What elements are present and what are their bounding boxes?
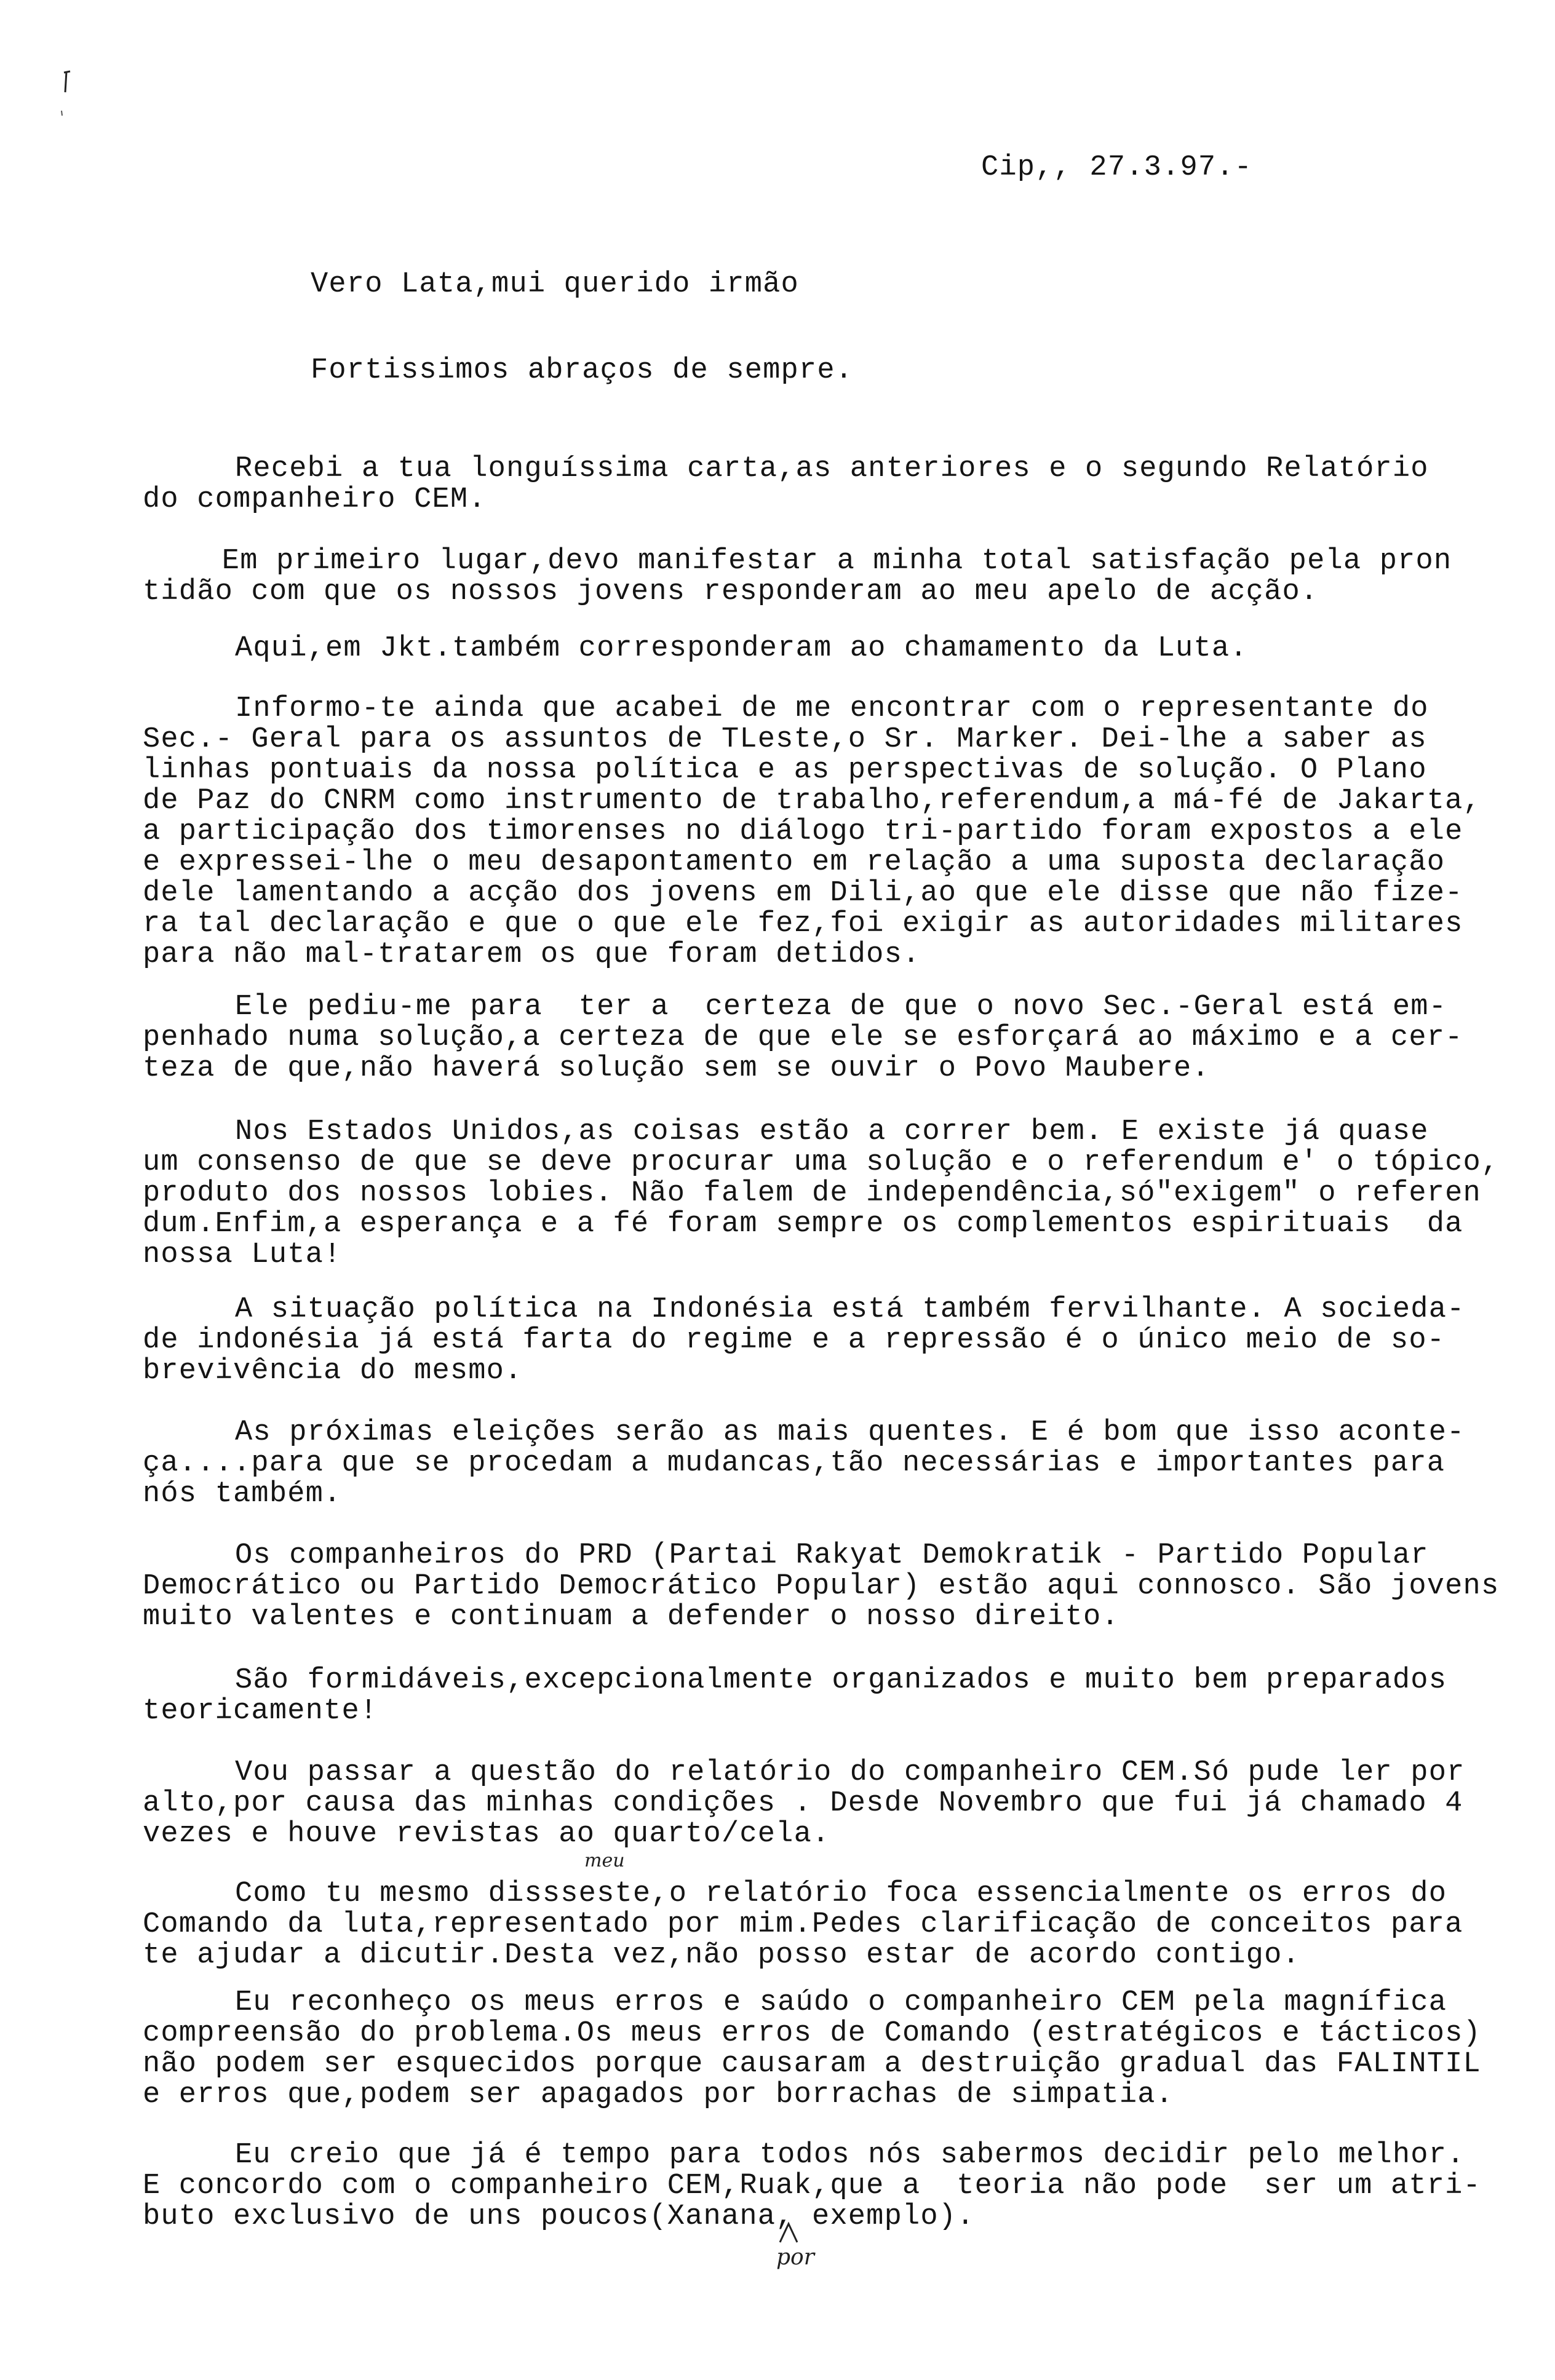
paragraph-secretary-general [143, 992, 1463, 1084]
text-line: Vou passar a questão do relatório do companheiro CEM.Só pude ler por [235, 1756, 1465, 1789]
paragraph-formidable [143, 1665, 1447, 1727]
caret-mark [776, 2220, 801, 2245]
text-line: Aqui,em Jkt.também corresponderam ao chamamento da Luta. [235, 632, 1248, 665]
text-line: tidão com que os nossos jovens responderam ao meu apelo de acção. [143, 576, 1319, 608]
text-line: para não mal-tratarem os que foram detidos. [143, 938, 921, 971]
text-line: Em primeiro lugar,devo manifestar a minha total satisfação pela pron [186, 545, 1452, 577]
text-line: Sec.- Geral para os assuntos de TLeste,o Sr. Marker. Dei-lhe a saber as [143, 723, 1427, 756]
paragraph-decide [143, 2140, 1481, 2232]
text-line: Os companheiros do PRD (Partai Rakyat Demokratik - Partido Popular [235, 1539, 1429, 1572]
paragraph-prd [143, 1541, 1499, 1633]
text-line: E concordo com o companheiro CEM,Ruak,que a teoria não pode ser um atri- [143, 2170, 1481, 2202]
text-line: compreensão do problema.Os meus erros de Comando (estratégicos e tácticos) [143, 2017, 1481, 2050]
text-line: dele lamentando a acção dos jovens em Dili,ao que ele disse que não fize- [143, 877, 1463, 910]
text-line: Nos Estados Unidos,as coisas estão a correr bem. E existe já quase [235, 1116, 1429, 1148]
text-line: Ele pediu-me para ter a certeza de que o novo Sec.-Geral está em- [235, 991, 1447, 1023]
text-line: de indonésia já está farta do regime e a repressão é o único meio de so- [143, 1324, 1446, 1357]
paragraph-received [143, 454, 1429, 515]
text-line: teoricamente! [143, 1695, 378, 1727]
text-line: penhado numa solução,a certeza de que ele se esforçará ao máximo e a cer- [143, 1021, 1463, 1054]
text-line: A situação política na Indonésia está também fervilhante. A socieda- [235, 1293, 1465, 1326]
greeting: Fortissimos abraços de sempre. [311, 354, 854, 387]
paragraph-un-meeting [143, 694, 1481, 970]
text-line: ça....para que se procedam a mudancas,tão necessárias e importantes para [143, 1447, 1446, 1480]
paragraph-report [143, 1758, 1465, 1850]
text-line: dum.Enfim,a esperança e a fé foram sempre os complementos espirituais da [143, 1208, 1463, 1240]
text-line: e expressei-lhe o meu desapontamento em relação a uma suposta declaração [143, 846, 1446, 879]
paragraph-indonesia [143, 1295, 1465, 1387]
text-line: não podem ser esquecidos porque causaram a destruição gradual das FALINTIL [143, 2048, 1481, 2081]
text-line: de Paz do CNRM como instrumento de trabalho,referendum,a má-fé de Jakarta, [143, 785, 1481, 817]
text-line: Eu creio que já é tempo para todos nós sabermos decidir pelo melhor. [235, 2139, 1465, 2172]
text-line: te ajudar a dicutir.Desta vez,não posso estar de acordo contigo. [143, 1939, 1300, 1972]
text-line: Como tu mesmo dissseste,o relatório foca essencialmente os erros do [235, 1878, 1447, 1910]
salutation: Vero Lata,mui querido irmão [311, 268, 799, 301]
paragraph-recognition [143, 1988, 1481, 2111]
text-line: teza de que,não haverá solução sem se ouvir o Povo Maubere. [143, 1052, 1210, 1085]
text-line: As próximas eleições serão as mais quentes. E é bom que isso aconte- [235, 1416, 1465, 1449]
text-line: do companheiro CEM. [143, 483, 487, 516]
text-line: e erros que,podem ser apagados por borrachas de simpatia. [143, 2079, 1174, 2111]
text-line: buto exclusivo de uns poucos(Xanana, exemplo). [143, 2200, 975, 2233]
text-line: nós também. [143, 1478, 342, 1510]
paragraph-command-errors [143, 1879, 1463, 1971]
scan-speck-mark [55, 68, 80, 123]
text-line: Informo-te ainda que acabei de me encontrar com o representante do [235, 692, 1429, 725]
text-line: Recebi a tua longuíssima carta,as anteriores e o segundo Relatório [235, 453, 1429, 485]
text-line: alto,por causa das minhas condições . Desde Novembro que fui já chamado 4 [143, 1787, 1463, 1820]
handwritten-insert-por: por [776, 2245, 814, 2270]
text-line: Eu reconheço os meus erros e saúdo o companheiro CEM pela magnífica [235, 1986, 1447, 2019]
text-line: a participação dos timorenses no diálogo tri-partido foram expostos a ele [143, 815, 1463, 848]
text-line: vezes e houve revistas ao quarto/cela. [143, 1818, 830, 1850]
paragraph-elections [143, 1418, 1465, 1510]
text-line: brevivência do mesmo. [143, 1355, 523, 1387]
text-line: São formidáveis,excepcionalmente organizados e muito bem preparados [235, 1664, 1447, 1697]
text-line: ra tal declaração e que o que ele fez,foi exigir as autoridades militares [143, 908, 1463, 940]
paragraph-united-states [143, 1117, 1499, 1271]
handwritten-insert-meu: meu [584, 1850, 625, 1871]
letter-date: Cip,, 27.3.97.- [981, 151, 1253, 184]
text-line: nossa Luta! [143, 1239, 342, 1271]
text-line: linhas pontuais da nossa política e as perspectivas de solução. O Plano [143, 754, 1427, 787]
text-line: produto dos nossos lobies. Não falem de independência,só"exigem" o referen [143, 1177, 1481, 1210]
text-line: um consenso de que se deve procurar uma solução e o referendum e' o tópico, [143, 1146, 1500, 1179]
text-line: muito valentes e continuam a defender o nosso direito. [143, 1601, 1120, 1633]
text-line: Comando da luta,representado por mim.Pedes clarificação de conceitos para [143, 1908, 1463, 1941]
text-line: Democrático ou Partido Democrático Popular) estão aqui connosco. São jovens [143, 1570, 1500, 1603]
paragraph-jakarta [143, 633, 1248, 664]
paragraph-first-place [143, 546, 1452, 608]
